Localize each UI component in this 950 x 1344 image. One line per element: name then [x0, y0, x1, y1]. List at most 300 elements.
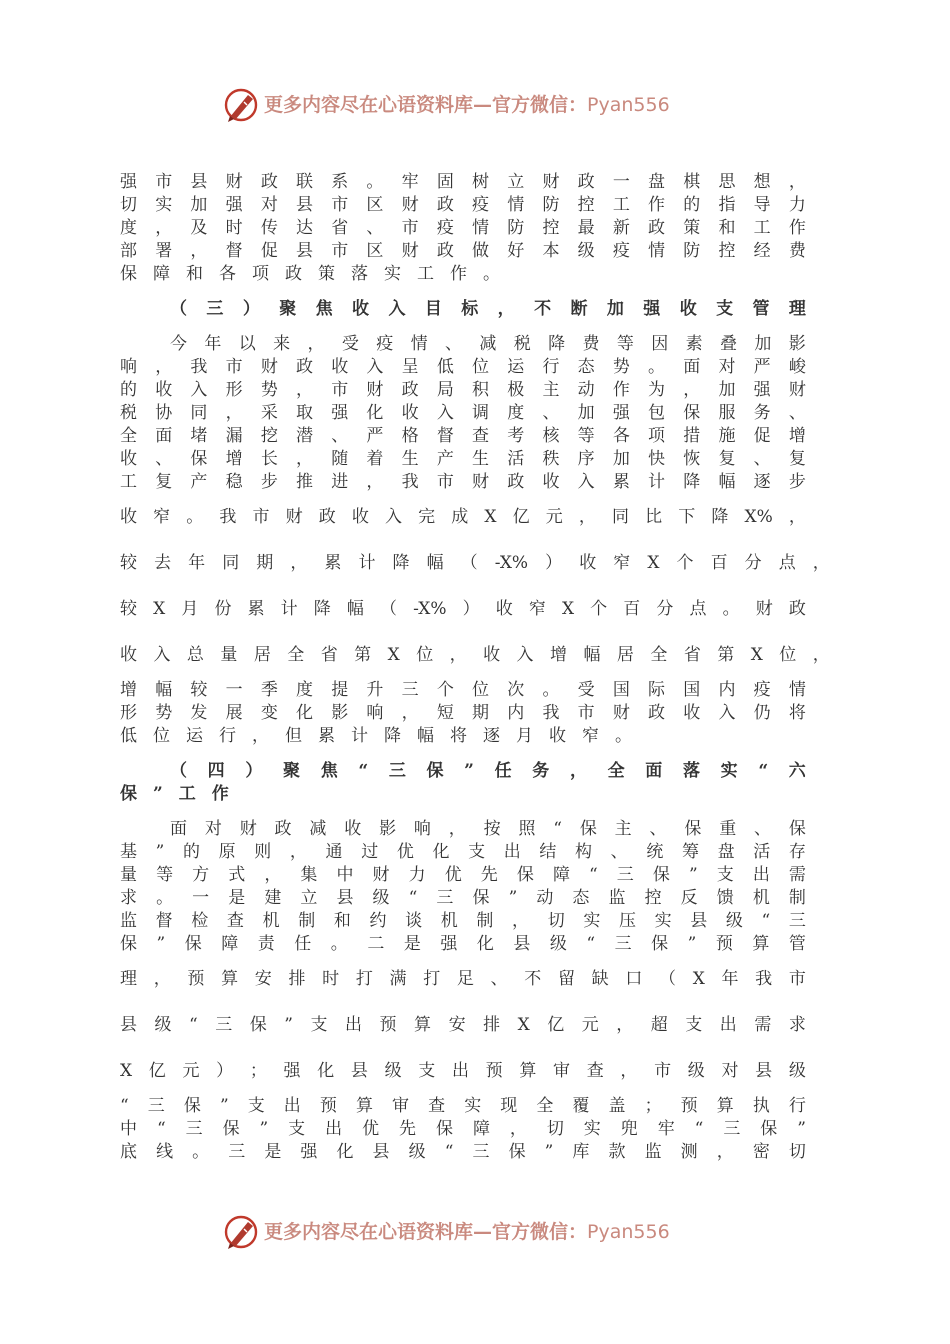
char: ” [464, 761, 474, 781]
char: 查 [472, 426, 490, 446]
char: 位 [153, 726, 170, 746]
char: 第 [717, 645, 735, 665]
char: ， [296, 380, 314, 400]
char: 累 [324, 553, 342, 573]
char: X [120, 1061, 133, 1081]
char: 市 [788, 969, 806, 989]
char: 政 [318, 507, 336, 527]
text-line [120, 217, 806, 239]
char: 责 [257, 934, 275, 954]
text-line [120, 240, 806, 262]
char: 降 [711, 507, 729, 527]
char: 加 [718, 380, 736, 400]
char: 今 [170, 334, 187, 354]
char: 主 [542, 380, 560, 400]
char: 四 [207, 761, 225, 781]
char: ” [508, 888, 518, 908]
char: 先 [480, 865, 498, 885]
text-line [120, 887, 806, 909]
char: 我 [219, 507, 237, 527]
char: 情 [472, 218, 490, 238]
char: 以 [238, 334, 256, 354]
char: 主 [614, 819, 632, 839]
char: 市 [331, 380, 349, 400]
char: 安 [254, 969, 272, 989]
char: 打 [423, 969, 441, 989]
char: 我 [542, 703, 560, 723]
char: 。 [542, 680, 560, 700]
char: ， [449, 645, 467, 665]
char: 支 [716, 299, 734, 319]
char: 及 [190, 218, 208, 238]
char: 监 [120, 911, 137, 931]
char: 行 [542, 357, 560, 377]
char: 降 [683, 472, 701, 492]
char: 分 [656, 599, 674, 619]
char: 税 [120, 403, 137, 423]
char: 复 [788, 449, 806, 469]
char: 县 [120, 1015, 137, 1035]
char: 度 [120, 218, 137, 238]
char: 支 [685, 1015, 703, 1035]
char: 牢 [657, 1119, 675, 1139]
char: 实 [583, 1119, 601, 1139]
char: 情 [788, 680, 806, 700]
char: ， [448, 819, 466, 839]
char: 查 [226, 911, 244, 931]
char: 算 [414, 1015, 432, 1035]
char: -X% [494, 553, 529, 573]
char: 窄 [153, 507, 171, 527]
char: 同 [611, 507, 629, 527]
char: 全 [120, 426, 137, 446]
char: 季 [260, 680, 278, 700]
char: 服 [718, 403, 736, 423]
char: 保 [472, 888, 490, 908]
char: ， [401, 703, 419, 723]
char: 署 [155, 241, 173, 261]
char: 强 [440, 934, 458, 954]
char: 三 [215, 1015, 233, 1035]
char: 二 [367, 934, 385, 954]
char: 保 [120, 264, 137, 284]
char: 内 [507, 703, 525, 723]
char: 满 [389, 969, 407, 989]
char: X [387, 645, 400, 665]
char: 方 [192, 865, 210, 885]
char: ， [290, 553, 308, 573]
char: 政 [296, 357, 314, 377]
char: 分 [744, 553, 762, 573]
char: 、 [331, 426, 349, 446]
char: 疫 [376, 334, 394, 354]
char: 入 [436, 403, 454, 423]
char: 防 [507, 218, 525, 238]
char: 收 [155, 380, 173, 400]
char: 峻 [788, 357, 806, 377]
char: 包 [648, 403, 666, 423]
char: 完 [418, 507, 436, 527]
char: 一 [192, 888, 210, 908]
text-line [120, 552, 830, 574]
char: 是 [264, 1142, 282, 1162]
text-line [120, 1014, 806, 1036]
char: “ [444, 1142, 454, 1162]
char: 线 [156, 1142, 174, 1162]
char: 活 [753, 842, 771, 862]
char: 照 [518, 819, 536, 839]
char: 费 [582, 334, 600, 354]
char: ， [296, 449, 314, 469]
char: 预 [187, 969, 205, 989]
char: 压 [618, 911, 636, 931]
char: 潜 [296, 426, 314, 446]
char: “ [408, 888, 418, 908]
char: “ [586, 934, 596, 954]
char: 管 [788, 934, 806, 954]
char: X [647, 553, 660, 573]
char: ” [155, 842, 165, 862]
char: 我 [190, 357, 208, 377]
char: 切 [788, 1142, 806, 1162]
char: 保 [435, 1119, 453, 1139]
char: 立 [300, 888, 318, 908]
char: ， [264, 865, 282, 885]
char: 保 [120, 934, 137, 954]
char: 运 [186, 726, 203, 746]
char: 财 [225, 172, 243, 192]
char: 和 [718, 218, 736, 238]
char: 支 [418, 1061, 436, 1081]
char: 督 [155, 911, 173, 931]
char: 低 [120, 726, 137, 746]
char: 增 [788, 426, 806, 446]
char: 三 [472, 1142, 490, 1162]
char: 实 [654, 911, 672, 931]
char: 务 [753, 403, 771, 423]
char: 全 [607, 761, 625, 781]
char: 等 [616, 334, 634, 354]
char: ， [155, 218, 173, 238]
char: 安 [448, 1015, 466, 1035]
char: 级 [788, 1061, 806, 1081]
banner-wechat: Pyan556 [587, 1221, 670, 1243]
char: 支 [468, 842, 486, 862]
char: 化 [317, 1061, 335, 1081]
char: 考 [507, 426, 525, 446]
char: X [750, 645, 763, 665]
char: X% [744, 507, 773, 527]
char: 制 [788, 888, 806, 908]
char: 各 [219, 264, 236, 284]
char: 面 [683, 357, 701, 377]
char: 、 [610, 842, 628, 862]
char: 。 [156, 888, 174, 908]
char: 断 [570, 299, 588, 319]
char: 存 [788, 842, 806, 862]
char: 百 [710, 553, 728, 573]
char: 仍 [753, 703, 771, 723]
char: 实 [583, 911, 601, 931]
char: 查 [586, 1061, 604, 1081]
char: 计 [358, 553, 376, 573]
char: 先 [399, 1119, 417, 1139]
char: 财 [612, 703, 630, 723]
char: 行 [219, 726, 236, 746]
char: 市 [331, 195, 349, 215]
char: 工 [178, 784, 196, 804]
char: 强 [331, 403, 349, 423]
char: 三 [185, 1119, 203, 1139]
char: 落 [351, 264, 368, 284]
char: 较 [120, 553, 137, 573]
char: 出 [325, 1119, 343, 1139]
char: 的 [182, 842, 200, 862]
char: “ [120, 1096, 129, 1116]
banner-wechat: Pyan556 [587, 94, 670, 116]
char: 任 [294, 934, 312, 954]
char: 份 [214, 599, 232, 619]
char: 财 [239, 819, 257, 839]
char: 计 [351, 726, 368, 746]
char: 时 [322, 969, 340, 989]
char: 通 [325, 842, 343, 862]
char: 秩 [542, 449, 560, 469]
text-line [120, 841, 806, 863]
char: 、 [366, 218, 384, 238]
char: 算 [355, 1096, 373, 1116]
char: 三 [436, 888, 454, 908]
char: 复 [155, 472, 173, 492]
char: 积 [472, 380, 490, 400]
text-line [120, 402, 806, 424]
char: X [692, 969, 705, 989]
char: 疫 [612, 241, 630, 261]
char: 预 [485, 1061, 503, 1081]
char: 传 [260, 218, 278, 238]
char: 县 [336, 888, 354, 908]
char: 三 [401, 680, 419, 700]
char: 和 [333, 911, 351, 931]
char: ， [812, 645, 830, 665]
char: 监 [644, 1142, 662, 1162]
char: 步 [788, 472, 806, 492]
char: 变 [260, 703, 278, 723]
char: 督 [436, 426, 454, 446]
char: ） [245, 761, 263, 781]
char: 入 [153, 645, 171, 665]
char: 制 [298, 911, 316, 931]
char: 产 [436, 449, 454, 469]
char: 部 [120, 241, 137, 261]
char: 指 [718, 195, 736, 215]
char: 是 [403, 934, 421, 954]
char: 生 [472, 449, 490, 469]
char: 力 [788, 195, 806, 215]
char: 谈 [405, 911, 423, 931]
char: ” [284, 1015, 293, 1035]
char: ， [497, 299, 515, 319]
char: 施 [718, 426, 736, 446]
char: 化 [432, 842, 450, 862]
char: 作 [648, 195, 666, 215]
char: 政 [285, 264, 302, 284]
char: 、 [445, 334, 462, 354]
char: 保 [760, 1119, 778, 1139]
char: ， [366, 472, 384, 492]
char: 政 [401, 380, 419, 400]
char: 响 [366, 703, 384, 723]
char: 强 [283, 1061, 301, 1081]
char: 级 [384, 1061, 402, 1081]
char: 优 [444, 865, 462, 885]
char: 级 [154, 1015, 172, 1035]
char: 促 [260, 241, 278, 261]
char: 查 [428, 1096, 446, 1116]
text-line [120, 910, 806, 932]
char: 系 [331, 172, 349, 192]
char: 长 [260, 449, 278, 469]
char: 市 [331, 241, 349, 261]
char: 收 [579, 553, 597, 573]
char: 工 [753, 218, 771, 238]
char: 计 [280, 599, 298, 619]
char: 增 [120, 680, 137, 700]
char: 素 [685, 334, 703, 354]
char: 。 [366, 172, 384, 192]
char: 居 [616, 645, 634, 665]
char: 收 [120, 449, 137, 469]
char: 县 [372, 1142, 390, 1162]
char: 年 [721, 969, 739, 989]
char: 政 [274, 819, 292, 839]
char: 亿 [547, 1015, 565, 1035]
char: 障 [552, 865, 570, 885]
text-line [120, 263, 500, 285]
char: 库 [572, 1142, 590, 1162]
char: “ [589, 865, 598, 885]
char: 较 [190, 680, 208, 700]
char: 幅 [718, 472, 736, 492]
char: 低 [436, 357, 454, 377]
char: ” [544, 1142, 554, 1162]
char: 市 [252, 507, 270, 527]
section-heading-line [170, 298, 806, 320]
char: 入 [366, 357, 384, 377]
char: 格 [401, 426, 419, 446]
text-line [170, 818, 806, 840]
char: 款 [608, 1142, 626, 1162]
char: 情 [410, 334, 428, 354]
char: 态 [577, 357, 595, 377]
char: 复 [718, 449, 736, 469]
char: 新 [612, 218, 630, 238]
char: 障 [153, 264, 170, 284]
char: 保 [426, 761, 444, 781]
char: 核 [542, 426, 560, 446]
char: 保 [222, 1119, 240, 1139]
section-heading-line [170, 760, 806, 782]
char: 对 [721, 1061, 739, 1081]
char: 进 [331, 472, 349, 492]
char: 较 [120, 599, 137, 619]
char: 三 [614, 934, 632, 954]
char: 政 [648, 703, 666, 723]
char: 量 [220, 645, 238, 665]
char: 累 [612, 472, 630, 492]
char: 政 [260, 172, 278, 192]
char: 三 [147, 1096, 165, 1116]
char: ） [216, 1061, 234, 1081]
char: 全 [287, 645, 305, 665]
char: 幅 [426, 553, 444, 573]
char: 基 [120, 842, 137, 862]
char: 窄 [528, 599, 546, 619]
text-line [120, 448, 806, 470]
char: 作 [612, 380, 630, 400]
char: 筹 [681, 842, 699, 862]
char: 。 [483, 264, 500, 284]
char: 对 [204, 819, 222, 839]
char: 疫 [436, 218, 454, 238]
char: 入 [385, 507, 402, 527]
char: 达 [296, 218, 314, 238]
char: 构 [575, 842, 593, 862]
char: 降 [384, 726, 401, 746]
char: ， [616, 1015, 634, 1035]
char: 年 [188, 553, 206, 573]
char: 各 [612, 426, 630, 446]
char: 支 [288, 1119, 306, 1139]
pen-nib-logo-icon [222, 86, 260, 124]
char: 级 [577, 241, 595, 261]
char: 级 [372, 888, 390, 908]
char: 过 [361, 842, 379, 862]
char: 势 [155, 703, 173, 723]
char: 、 [155, 449, 173, 469]
char: 检 [191, 911, 209, 931]
char: 动 [536, 888, 554, 908]
char: 因 [651, 334, 669, 354]
char: X [153, 599, 166, 619]
char: 经 [753, 241, 771, 261]
char: 序 [577, 449, 595, 469]
char: 调 [472, 403, 490, 423]
char: 目 [424, 299, 442, 319]
text-line [120, 598, 806, 620]
char: 缺 [591, 969, 609, 989]
char: 焦 [320, 761, 338, 781]
char: X [484, 507, 497, 527]
text-line [120, 968, 806, 990]
char: 、 [753, 449, 771, 469]
text-line [120, 933, 806, 955]
char: 打 [355, 969, 373, 989]
char: 县 [296, 195, 314, 215]
char: 县 [513, 934, 531, 954]
char: 动 [577, 380, 595, 400]
char: ； [644, 1096, 662, 1116]
char: 树 [472, 172, 490, 192]
char: 好 [507, 241, 525, 261]
char: 着 [366, 449, 384, 469]
char: 强 [612, 403, 630, 423]
char: 的 [683, 195, 701, 215]
char: 省 [683, 645, 701, 665]
char: 加 [577, 403, 595, 423]
char: 作 [788, 218, 806, 238]
char: ， [155, 357, 173, 377]
